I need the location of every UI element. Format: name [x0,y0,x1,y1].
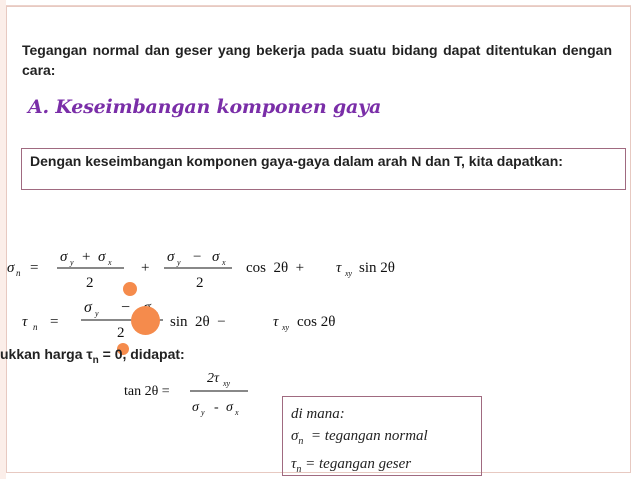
eq1-num2-sub2: x [222,258,226,267]
eq2-tail1: sin 2θ − [170,314,226,330]
eq1-num1-sub2: x [108,258,112,267]
decor-circle-large [131,306,160,335]
eq2-tau: τ [273,314,279,330]
eq1-num2-op: − [193,249,202,265]
condition-tau: τ [86,346,93,362]
definition-sigma-n [291,425,473,453]
definition-sigma-sub: n [298,436,304,447]
eq3-den-sub2: x [235,408,239,417]
eq2-lhs-symbol: τ [22,314,28,330]
condition-suffix: = 0, didapat: [98,346,185,362]
eq2-num-sub1: y [95,309,99,318]
intro-paragraph: Tegangan normal dan geser yang bekerja pada suatu bidang dapat ditentukan dengan cara: [22,42,612,78]
definition-tau-sub: n [296,464,302,475]
definition-tau-symbol: τ [291,456,297,472]
eq1-equals: = [30,260,39,276]
definition-tau-text: = tegangan geser [301,456,412,472]
statement-box: Dengan keseimbangan komponen gaya-gaya dalam arah N dan T, kita dapatkan: [21,148,626,190]
eq3-num-sub: xy [223,379,231,388]
eq3-den-sub1: y [201,408,205,417]
eq2-den: 2 [117,325,125,341]
eq1-num1-sub1: y [70,258,74,267]
eq3-den-op: - [214,400,219,415]
eq1-tau: τ [336,260,342,276]
decor-circle-small [123,282,137,296]
eq2-lhs-sub: n [33,322,38,332]
eq1-lhs-symbol: σ [7,260,15,276]
eq3-lhs: tan 2θ = [124,384,170,399]
eq2-num-op: − [121,299,131,316]
eq1-num2-sub1: y [177,258,181,267]
eq1-den2: 2 [196,275,204,291]
definitions-title: di mana: [291,406,345,422]
eq1-tail1: cos 2θ + [246,260,305,276]
condition-tau-sub: n [92,354,99,366]
eq1-num1-s2: σ [98,249,106,265]
definition-sigma-symbol: σ [291,428,299,444]
eq1-plus: + [141,260,150,276]
definition-sigma-text: = tegangan normal [303,428,428,444]
eq2-tail2: cos 2θ [297,314,336,330]
eq1-num1-op: + [82,249,91,265]
definitions-box [282,396,482,476]
eq1-num2-s2: σ [212,249,220,265]
condition-prefix: ukkan harga [0,346,87,362]
eq1-den1: 2 [86,275,94,291]
eq1-lhs-sub: n [16,268,21,278]
section-heading: A. Keseimbangan komponen gaya [28,96,382,118]
eq1-tail2: sin 2θ [359,260,395,276]
eq1-tau-sub: xy [345,269,353,278]
condition-line [0,346,185,366]
eq1-num1-s1: σ [60,249,68,265]
eq2-num-s1: σ [84,299,92,316]
eq3-den-s2: σ [226,400,233,415]
eq2-equals: = [50,314,59,330]
eq2-tau-sub: xy [282,323,290,332]
eq1-num2-s1: σ [167,249,175,265]
eq3-num-coef: 2τ [207,371,220,386]
eq3-den-s1: σ [192,400,199,415]
definition-tau-n [291,453,473,481]
